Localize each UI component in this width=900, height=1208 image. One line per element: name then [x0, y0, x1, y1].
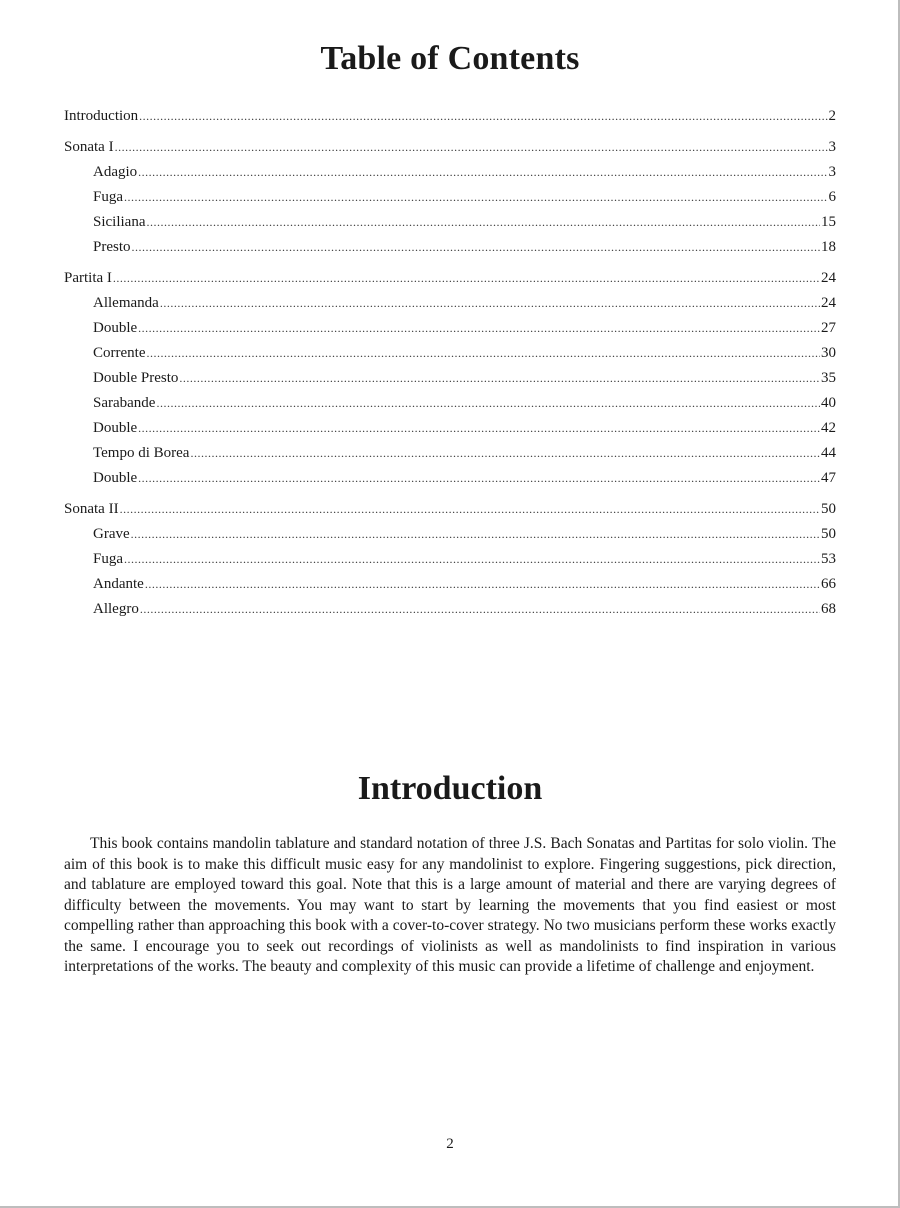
toc-entry-label: Double [93, 420, 138, 436]
toc-leader-dots [124, 547, 820, 572]
toc-entry-label: Sarabande [93, 395, 156, 411]
toc-entry-label: Fuga [93, 551, 123, 567]
toc-entry-label: Fuga [93, 189, 123, 205]
toc-group-partita-1 [64, 266, 836, 491]
toc-leader-dots [124, 185, 828, 210]
toc-leader-dots [138, 466, 820, 491]
toc-leader-dots [138, 416, 820, 441]
toc-entry-page: 6 [828, 189, 836, 205]
toc-leader-dots [120, 497, 820, 522]
toc-subentry[interactable] [64, 416, 836, 441]
toc-entry-page: 27 [821, 320, 836, 336]
toc-entry-label: Double [93, 320, 138, 336]
toc-entry-page: 35 [821, 370, 836, 386]
toc-subentry[interactable] [64, 597, 836, 622]
toc-leader-dots [160, 291, 820, 316]
toc-subentry[interactable] [64, 210, 836, 235]
toc-entry-label: Double [93, 470, 138, 486]
toc-leader-dots [132, 235, 821, 260]
toc-subentry[interactable] [64, 316, 836, 341]
toc-entry[interactable] [64, 104, 836, 129]
toc-group-introduction [64, 104, 836, 129]
toc-leader-dots [138, 316, 820, 341]
toc-entry-page: 24 [821, 270, 836, 286]
toc-entry-page: 2 [828, 108, 836, 124]
toc-leader-dots [131, 522, 820, 547]
toc-subentry[interactable] [64, 341, 836, 366]
page-number: 2 [446, 1136, 454, 1152]
toc-entry-page: 53 [821, 551, 836, 567]
toc-leader-dots [138, 160, 827, 185]
toc-subentry[interactable] [64, 291, 836, 316]
table-of-contents [64, 104, 836, 628]
toc-subentry[interactable] [64, 366, 836, 391]
toc-subentry[interactable] [64, 522, 836, 547]
toc-leader-dots [190, 441, 820, 466]
toc-subentry[interactable] [64, 235, 836, 260]
introduction-body: This book contains mandolin tablature and standard notation of three J.S. Bach Sonatas and Partitas for solo violin. The aim of this book is to make this difficult music easy for any mandolinist to explore. Fingering suggestions, pick direction, and tablature are employed toward this goal. Note that this is a large amount of material and there are varying degrees of difficulty between the movements. You may want to start by learning the movements that you find easiest or most compelling rather than approaching this book with a cover-to-cover strategy. No two musicians perform these works exactly the same. I encourage you to seek out recordings of violinists as well as mandolinists to find inspiration in various interpretations of the works. The beauty and complexity of this music can provide a lifetime of challenge and enjoyment. [64, 835, 836, 975]
toc-group-sonata-1 [64, 135, 836, 260]
toc-entry-label: Partita I [64, 270, 112, 286]
toc-entry-label: Siciliana [93, 214, 146, 230]
toc-entry-page: 3 [828, 139, 836, 155]
toc-entry-label: Tempo di Borea [93, 445, 190, 461]
toc-entry-label: Double Presto [93, 370, 179, 386]
toc-leader-dots [139, 104, 827, 129]
toc-entry-page: 18 [821, 239, 836, 255]
toc-leader-dots [113, 266, 820, 291]
toc-entry-page: 42 [821, 420, 836, 436]
toc-entry-label: Presto [93, 239, 131, 255]
toc-subentry[interactable] [64, 547, 836, 572]
toc-entry-label: Andante [93, 576, 144, 592]
toc-leader-dots [179, 366, 820, 391]
toc-entry-label: Sonata I [64, 139, 114, 155]
toc-leader-dots [147, 210, 821, 235]
toc-subentry[interactable] [64, 185, 836, 210]
toc-entry-label: Grave [93, 526, 130, 542]
toc-entry-page: 44 [821, 445, 836, 461]
introduction-title: Introduction [357, 770, 543, 807]
toc-leader-dots [156, 391, 820, 416]
toc-entry-page: 68 [821, 601, 836, 617]
toc-subentry[interactable] [64, 441, 836, 466]
toc-leader-dots [146, 341, 820, 366]
toc-entry-page: 50 [821, 526, 836, 542]
toc-entry[interactable] [64, 135, 836, 160]
toc-entry-label: Corrente [93, 345, 146, 361]
toc-entry-page: 40 [821, 395, 836, 411]
toc-subentry[interactable] [64, 572, 836, 597]
toc-entry-label: Allemanda [93, 295, 159, 311]
toc-subentry[interactable] [64, 391, 836, 416]
toc-entry-label: Sonata II [64, 501, 119, 517]
toc-subentry[interactable] [64, 160, 836, 185]
toc-entry-page: 24 [821, 295, 836, 311]
toc-entry-page: 30 [821, 345, 836, 361]
toc-leader-dots [140, 597, 820, 622]
toc-group-sonata-2 [64, 497, 836, 622]
toc-entry[interactable] [64, 266, 836, 291]
toc-entry-page: 47 [821, 470, 836, 486]
toc-entry-label: Introduction [64, 108, 139, 124]
toc-entry-page: 15 [821, 214, 836, 230]
toc-subentry[interactable] [64, 466, 836, 491]
toc-entry-label: Allegro [93, 601, 139, 617]
toc-entry-page: 66 [821, 576, 836, 592]
toc-entry-label: Adagio [93, 164, 138, 180]
toc-entry-page: 50 [821, 501, 836, 517]
toc-title: Table of Contents [320, 40, 580, 77]
toc-leader-dots [145, 572, 820, 597]
toc-leader-dots [115, 135, 828, 160]
toc-entry[interactable] [64, 497, 836, 522]
toc-entry-page: 3 [828, 164, 836, 180]
